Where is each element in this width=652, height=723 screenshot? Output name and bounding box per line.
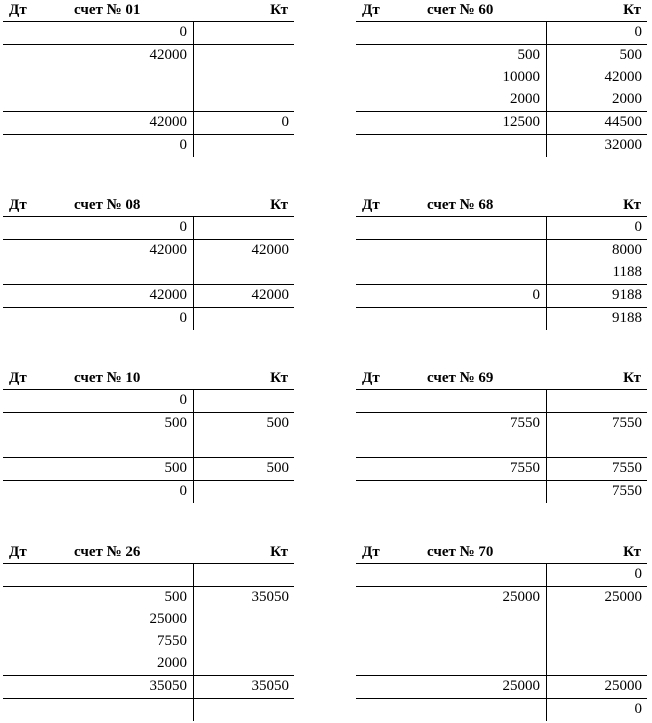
turnover-credit-value: 44500 — [604, 114, 642, 130]
entry-debit-cell — [3, 45, 193, 67]
account-title: счет № 69 — [427, 370, 494, 386]
entry-debit-value: 7550 — [157, 633, 187, 649]
entry-credit-value: 8000 — [612, 242, 642, 258]
turnover-debit-cell — [356, 458, 546, 480]
entry-row — [3, 631, 294, 653]
entry-credit-cell — [546, 587, 648, 609]
closing-balance-credit-cell — [546, 135, 648, 157]
account-block — [3, 369, 294, 503]
closing-balance-credit-value: 7550 — [612, 483, 642, 499]
entry-credit-cell — [546, 45, 648, 67]
opening-balance-debit-cell — [356, 22, 546, 44]
entry-credit-cell — [193, 435, 295, 457]
entry-credit-cell — [193, 587, 295, 609]
closing-balance-row — [356, 135, 647, 157]
entry-credit-cell — [546, 413, 648, 435]
opening-balance-credit-cell — [546, 217, 648, 239]
turnover-debit-value: 500 — [164, 460, 187, 476]
closing-balance-debit-cell — [3, 135, 193, 157]
opening-balance-debit-value: 0 — [179, 24, 187, 40]
turnover-debit-cell — [356, 112, 546, 134]
turnover-debit-value: 35050 — [149, 678, 187, 694]
closing-balance-debit-cell — [356, 481, 546, 503]
entry-debit-cell — [356, 653, 546, 675]
closing-balance-debit-cell — [356, 699, 546, 721]
entry-credit-cell — [193, 89, 295, 111]
entry-debit-value: 7550 — [510, 415, 540, 431]
debit-label: Дт — [362, 2, 380, 18]
debit-label: Дт — [362, 370, 380, 386]
closing-balance-debit-cell — [3, 308, 193, 330]
turnover-credit-cell — [546, 112, 648, 134]
entry-credit-cell — [546, 240, 648, 262]
entry-debit-value: 42000 — [149, 242, 187, 258]
turnover-credit-value: 35050 — [251, 678, 289, 694]
closing-balance-row — [3, 699, 294, 721]
closing-balance-row — [3, 308, 294, 330]
entry-debit-cell — [3, 631, 193, 653]
opening-balance-credit-cell — [546, 390, 648, 412]
closing-balance-credit-value: 9188 — [612, 310, 642, 326]
credit-label: Кт — [270, 197, 288, 213]
account-title: счет № 10 — [74, 370, 141, 386]
entry-credit-cell — [193, 609, 295, 631]
closing-balance-debit-cell — [356, 135, 546, 157]
entry-row — [356, 587, 647, 609]
entry-credit-cell — [193, 67, 295, 89]
entry-row — [3, 587, 294, 609]
entry-credit-cell — [546, 67, 648, 89]
entry-credit-value: 42000 — [604, 69, 642, 85]
opening-balance-debit-cell — [3, 564, 193, 586]
entry-debit-cell — [356, 435, 546, 457]
closing-balance-credit-value: 32000 — [604, 137, 642, 153]
entry-row — [3, 653, 294, 676]
turnover-row — [356, 458, 647, 481]
entry-row — [356, 262, 647, 285]
account-block — [356, 543, 647, 721]
entry-row — [356, 653, 647, 676]
entry-row — [356, 413, 647, 435]
closing-balance-debit-value: 0 — [179, 483, 187, 499]
entry-credit-cell — [546, 435, 648, 457]
entry-credit-value: 35050 — [251, 589, 289, 605]
entry-credit-value: 2000 — [612, 91, 642, 107]
credit-label: Кт — [623, 370, 641, 386]
opening-balance-row — [3, 22, 294, 45]
turnover-row — [3, 112, 294, 135]
opening-balance-row — [3, 390, 294, 413]
account-title: счет № 70 — [427, 544, 494, 560]
account-block — [356, 369, 647, 503]
entry-credit-cell — [193, 631, 295, 653]
debit-label: Дт — [362, 544, 380, 560]
opening-balance-row — [3, 564, 294, 587]
entry-debit-cell — [3, 89, 193, 111]
opening-balance-credit-cell — [193, 564, 295, 586]
turnover-debit-cell — [356, 676, 546, 698]
closing-balance-debit-value: 0 — [179, 310, 187, 326]
opening-balance-row — [356, 390, 647, 413]
opening-balance-debit-value: 0 — [179, 219, 187, 235]
account-block — [3, 196, 294, 330]
entry-debit-cell — [356, 67, 546, 89]
turnover-debit-cell — [356, 285, 546, 307]
account-header — [3, 369, 294, 390]
closing-balance-credit-cell — [546, 308, 648, 330]
opening-balance-row — [356, 564, 647, 587]
closing-balance-credit-cell — [546, 481, 648, 503]
turnover-row — [3, 458, 294, 481]
account-header — [3, 196, 294, 217]
entry-debit-cell — [3, 240, 193, 262]
entry-credit-cell — [193, 413, 295, 435]
entry-debit-value: 2000 — [157, 655, 187, 671]
account-block — [3, 1, 294, 157]
entry-row — [3, 413, 294, 435]
entry-debit-cell — [356, 45, 546, 67]
entry-debit-cell — [3, 413, 193, 435]
opening-balance-credit-value: 0 — [634, 566, 642, 582]
turnover-credit-value: 9188 — [612, 287, 642, 303]
closing-balance-row — [356, 308, 647, 330]
entry-credit-cell — [546, 89, 648, 111]
entry-debit-value: 2000 — [510, 91, 540, 107]
account-header — [3, 1, 294, 22]
entry-debit-value: 10000 — [502, 69, 540, 85]
entry-row — [356, 67, 647, 89]
entry-debit-cell — [356, 413, 546, 435]
turnover-debit-value: 42000 — [149, 114, 187, 130]
turnover-debit-value: 12500 — [502, 114, 540, 130]
entry-row — [3, 262, 294, 285]
opening-balance-row — [3, 217, 294, 240]
entry-credit-cell — [546, 262, 648, 284]
account-block — [356, 1, 647, 157]
entry-debit-cell — [3, 587, 193, 609]
turnover-debit-value: 42000 — [149, 287, 187, 303]
account-title: счет № 68 — [427, 197, 494, 213]
turnover-credit-cell — [546, 676, 648, 698]
turnover-credit-cell — [546, 285, 648, 307]
entry-debit-value: 25000 — [149, 611, 187, 627]
entry-credit-cell — [193, 240, 295, 262]
turnover-credit-value: 0 — [281, 114, 289, 130]
entry-debit-cell — [3, 653, 193, 675]
turnover-debit-value: 7550 — [510, 460, 540, 476]
opening-balance-debit-cell — [356, 390, 546, 412]
entry-row — [356, 631, 647, 653]
entry-debit-cell — [356, 609, 546, 631]
opening-balance-debit-cell — [3, 390, 193, 412]
entry-credit-value: 25000 — [604, 589, 642, 605]
closing-balance-credit-cell — [193, 135, 295, 157]
entry-credit-value: 500 — [266, 415, 289, 431]
entry-row — [3, 435, 294, 458]
opening-balance-credit-cell — [193, 22, 295, 44]
turnover-credit-value: 42000 — [251, 287, 289, 303]
entry-debit-cell — [356, 262, 546, 284]
entry-row — [3, 240, 294, 262]
entry-row — [356, 435, 647, 458]
credit-label: Кт — [623, 2, 641, 18]
entry-row — [3, 89, 294, 112]
turnover-debit-cell — [3, 112, 193, 134]
credit-label: Кт — [623, 197, 641, 213]
closing-balance-credit-cell — [193, 308, 295, 330]
opening-balance-credit-value: 0 — [634, 24, 642, 40]
turnover-credit-cell — [193, 112, 295, 134]
turnover-credit-cell — [193, 285, 295, 307]
turnover-credit-value: 7550 — [612, 460, 642, 476]
debit-label: Дт — [9, 544, 27, 560]
entry-row — [356, 89, 647, 112]
turnover-debit-value: 0 — [532, 287, 540, 303]
turnover-debit-cell — [3, 676, 193, 698]
closing-balance-debit-cell — [3, 481, 193, 503]
debit-label: Дт — [362, 197, 380, 213]
entry-credit-value: 1188 — [612, 264, 642, 280]
entry-row — [3, 45, 294, 67]
opening-balance-debit-cell — [3, 217, 193, 239]
turnover-row — [3, 285, 294, 308]
turnover-debit-cell — [3, 458, 193, 480]
closing-balance-debit-value: 0 — [179, 137, 187, 153]
account-block — [356, 196, 647, 330]
entry-debit-value: 42000 — [149, 47, 187, 63]
turnover-row — [356, 676, 647, 699]
entry-credit-cell — [193, 262, 295, 284]
closing-balance-credit-cell — [193, 699, 295, 721]
entry-debit-cell — [3, 67, 193, 89]
account-header — [356, 1, 647, 22]
account-block — [3, 543, 294, 721]
closing-balance-debit-cell — [3, 699, 193, 721]
opening-balance-debit-cell — [3, 22, 193, 44]
turnover-debit-cell — [3, 285, 193, 307]
turnover-credit-value: 500 — [266, 460, 289, 476]
opening-balance-debit-cell — [356, 564, 546, 586]
entry-credit-cell — [546, 631, 648, 653]
entry-debit-cell — [3, 262, 193, 284]
debit-label: Дт — [9, 370, 27, 386]
opening-balance-debit-cell — [356, 217, 546, 239]
entry-row — [356, 609, 647, 631]
entry-debit-cell — [3, 609, 193, 631]
turnover-credit-value: 25000 — [604, 678, 642, 694]
account-title: счет № 01 — [74, 2, 141, 18]
account-header — [356, 543, 647, 564]
entry-row — [3, 609, 294, 631]
debit-label: Дт — [9, 197, 27, 213]
entry-credit-value: 7550 — [612, 415, 642, 431]
entry-debit-cell — [356, 240, 546, 262]
opening-balance-credit-cell — [546, 22, 648, 44]
turnover-credit-cell — [193, 676, 295, 698]
closing-balance-credit-cell — [193, 481, 295, 503]
entry-credit-cell — [193, 653, 295, 675]
account-title: счет № 08 — [74, 197, 141, 213]
debit-label: Дт — [9, 2, 27, 18]
entry-credit-cell — [193, 45, 295, 67]
account-header — [356, 196, 647, 217]
turnover-credit-cell — [546, 458, 648, 480]
credit-label: Кт — [623, 544, 641, 560]
turnover-credit-cell — [193, 458, 295, 480]
closing-balance-row — [356, 481, 647, 503]
entry-debit-value: 500 — [164, 415, 187, 431]
entry-debit-value: 500 — [164, 589, 187, 605]
closing-balance-row — [3, 481, 294, 503]
entry-credit-cell — [546, 609, 648, 631]
turnover-row — [356, 112, 647, 135]
entry-credit-cell — [546, 653, 648, 675]
opening-balance-debit-value: 0 — [179, 392, 187, 408]
entry-debit-cell — [356, 631, 546, 653]
turnover-row — [3, 676, 294, 699]
opening-balance-credit-value: 0 — [634, 219, 642, 235]
entry-row — [356, 240, 647, 262]
account-title: счет № 60 — [427, 2, 494, 18]
closing-balance-row — [3, 135, 294, 157]
opening-balance-row — [356, 22, 647, 45]
opening-balance-row — [356, 217, 647, 240]
credit-label: Кт — [270, 544, 288, 560]
entry-debit-value: 25000 — [502, 589, 540, 605]
turnover-debit-value: 25000 — [502, 678, 540, 694]
closing-balance-debit-cell — [356, 308, 546, 330]
entry-debit-cell — [356, 587, 546, 609]
entry-debit-value: 500 — [517, 47, 540, 63]
credit-label: Кт — [270, 370, 288, 386]
account-title: счет № 26 — [74, 544, 141, 560]
closing-balance-row — [356, 699, 647, 721]
entry-debit-cell — [356, 89, 546, 111]
opening-balance-credit-cell — [193, 390, 295, 412]
entry-row — [3, 67, 294, 89]
account-header — [356, 369, 647, 390]
turnover-row — [356, 285, 647, 308]
account-header — [3, 543, 294, 564]
closing-balance-credit-cell — [546, 699, 648, 721]
opening-balance-credit-cell — [546, 564, 648, 586]
entry-credit-value: 500 — [619, 47, 642, 63]
credit-label: Кт — [270, 2, 288, 18]
entry-row — [356, 45, 647, 67]
entry-credit-value: 42000 — [251, 242, 289, 258]
closing-balance-credit-value: 0 — [634, 701, 642, 717]
entry-debit-cell — [3, 435, 193, 457]
opening-balance-credit-cell — [193, 217, 295, 239]
